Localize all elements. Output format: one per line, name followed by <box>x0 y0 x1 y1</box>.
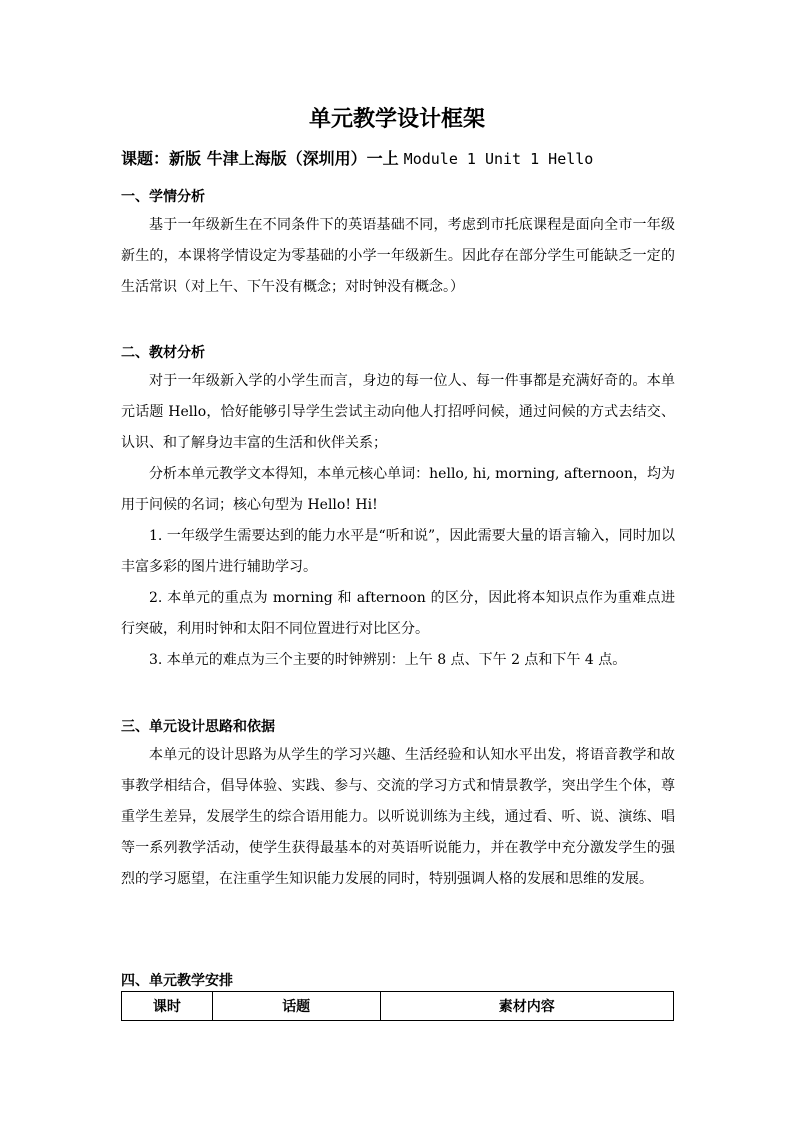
table-header-row <box>122 992 674 1021</box>
paragraph: 1. 一年级学生需要达到的能力水平是“听和说”，因此需要大量的语言输入，同时加以丰富多彩的图片进行辅助学习。 <box>121 528 675 575</box>
section-heading-material-analysis: 二、教材分析 <box>121 345 205 361</box>
paragraph: 2. 本单元的重点为 morning 和 afternoon 的区分，因此将本知识点作为重难点进行突破，利用时钟和太阳不同位置进行对比区分。 <box>121 590 675 637</box>
header-topic: 话题 <box>212 992 380 1021</box>
subject-label: 课题：新版 牛津上海版（深圳用）一上 <box>121 149 399 168</box>
subject-value: Module 1 Unit 1 Hello <box>403 150 594 168</box>
schedule-table <box>121 991 674 1021</box>
paragraph: 3. 本单元的难点为三个主要的时钟辨别：上午 8 点、下午 2 点和下午 4 点。 <box>149 652 627 668</box>
section-body-design-rationale <box>121 740 675 895</box>
paragraph: 基于一年级新生在不同条件下的英语基础不同，考虑到市托底课程是面向全市一年级新生的，本课将学情设定为零基础的小学一年级新生。因此存在部分学生可能缺乏一定的生活常识（对上午、下午没有概念；对时钟没有概念。） <box>121 217 675 295</box>
section-body-learner-analysis <box>121 210 675 303</box>
section-heading-design-rationale: 三、单元设计思路和依据 <box>121 719 275 735</box>
section-heading-learner-analysis: 一、学情分析 <box>121 189 205 205</box>
page-title: 单元教学设计框架 <box>308 107 485 132</box>
section-heading-teaching-arrangement: 四、单元教学安排 <box>121 973 233 989</box>
paragraph: 分析本单元教学文本得知，本单元核心单词：hello, hi, morning, afternoon，均为用于问候的名词；核心句型为 Hello! Hi! <box>121 466 675 513</box>
paragraph: 对于一年级新入学的小学生而言，身边的每一位人、每一件事都是充满好奇的。本单元话题 Hello，恰好能够引导学生尝试主动向他人打招呼问候，通过问候的方式去结交、认识、和了解身边丰富的生活和伙伴关系； <box>121 373 675 451</box>
paragraph: 本单元的设计思路为从学生的学习兴趣、生活经验和认知水平出发，将语音教学和故事教学相结合，倡导体验、实践、参与、交流的学习方式和情景教学，突出学生个体，尊重学生差异，发展学生的综合语用能力。以听说训练为主线，通过看、听、说、演练、唱等一系列教学活动，使学生获得最基本的对英语听说能力，并在教学中充分激发学生的强烈的学习愿望，在注重学生知识能力发展的同时，特别强调人格的发展和思维的发展。 <box>121 747 675 887</box>
header-material: 素材内容 <box>380 992 673 1021</box>
subject-line <box>121 146 593 169</box>
header-lesson: 课时 <box>122 992 213 1021</box>
section-body-material-analysis <box>121 366 675 676</box>
